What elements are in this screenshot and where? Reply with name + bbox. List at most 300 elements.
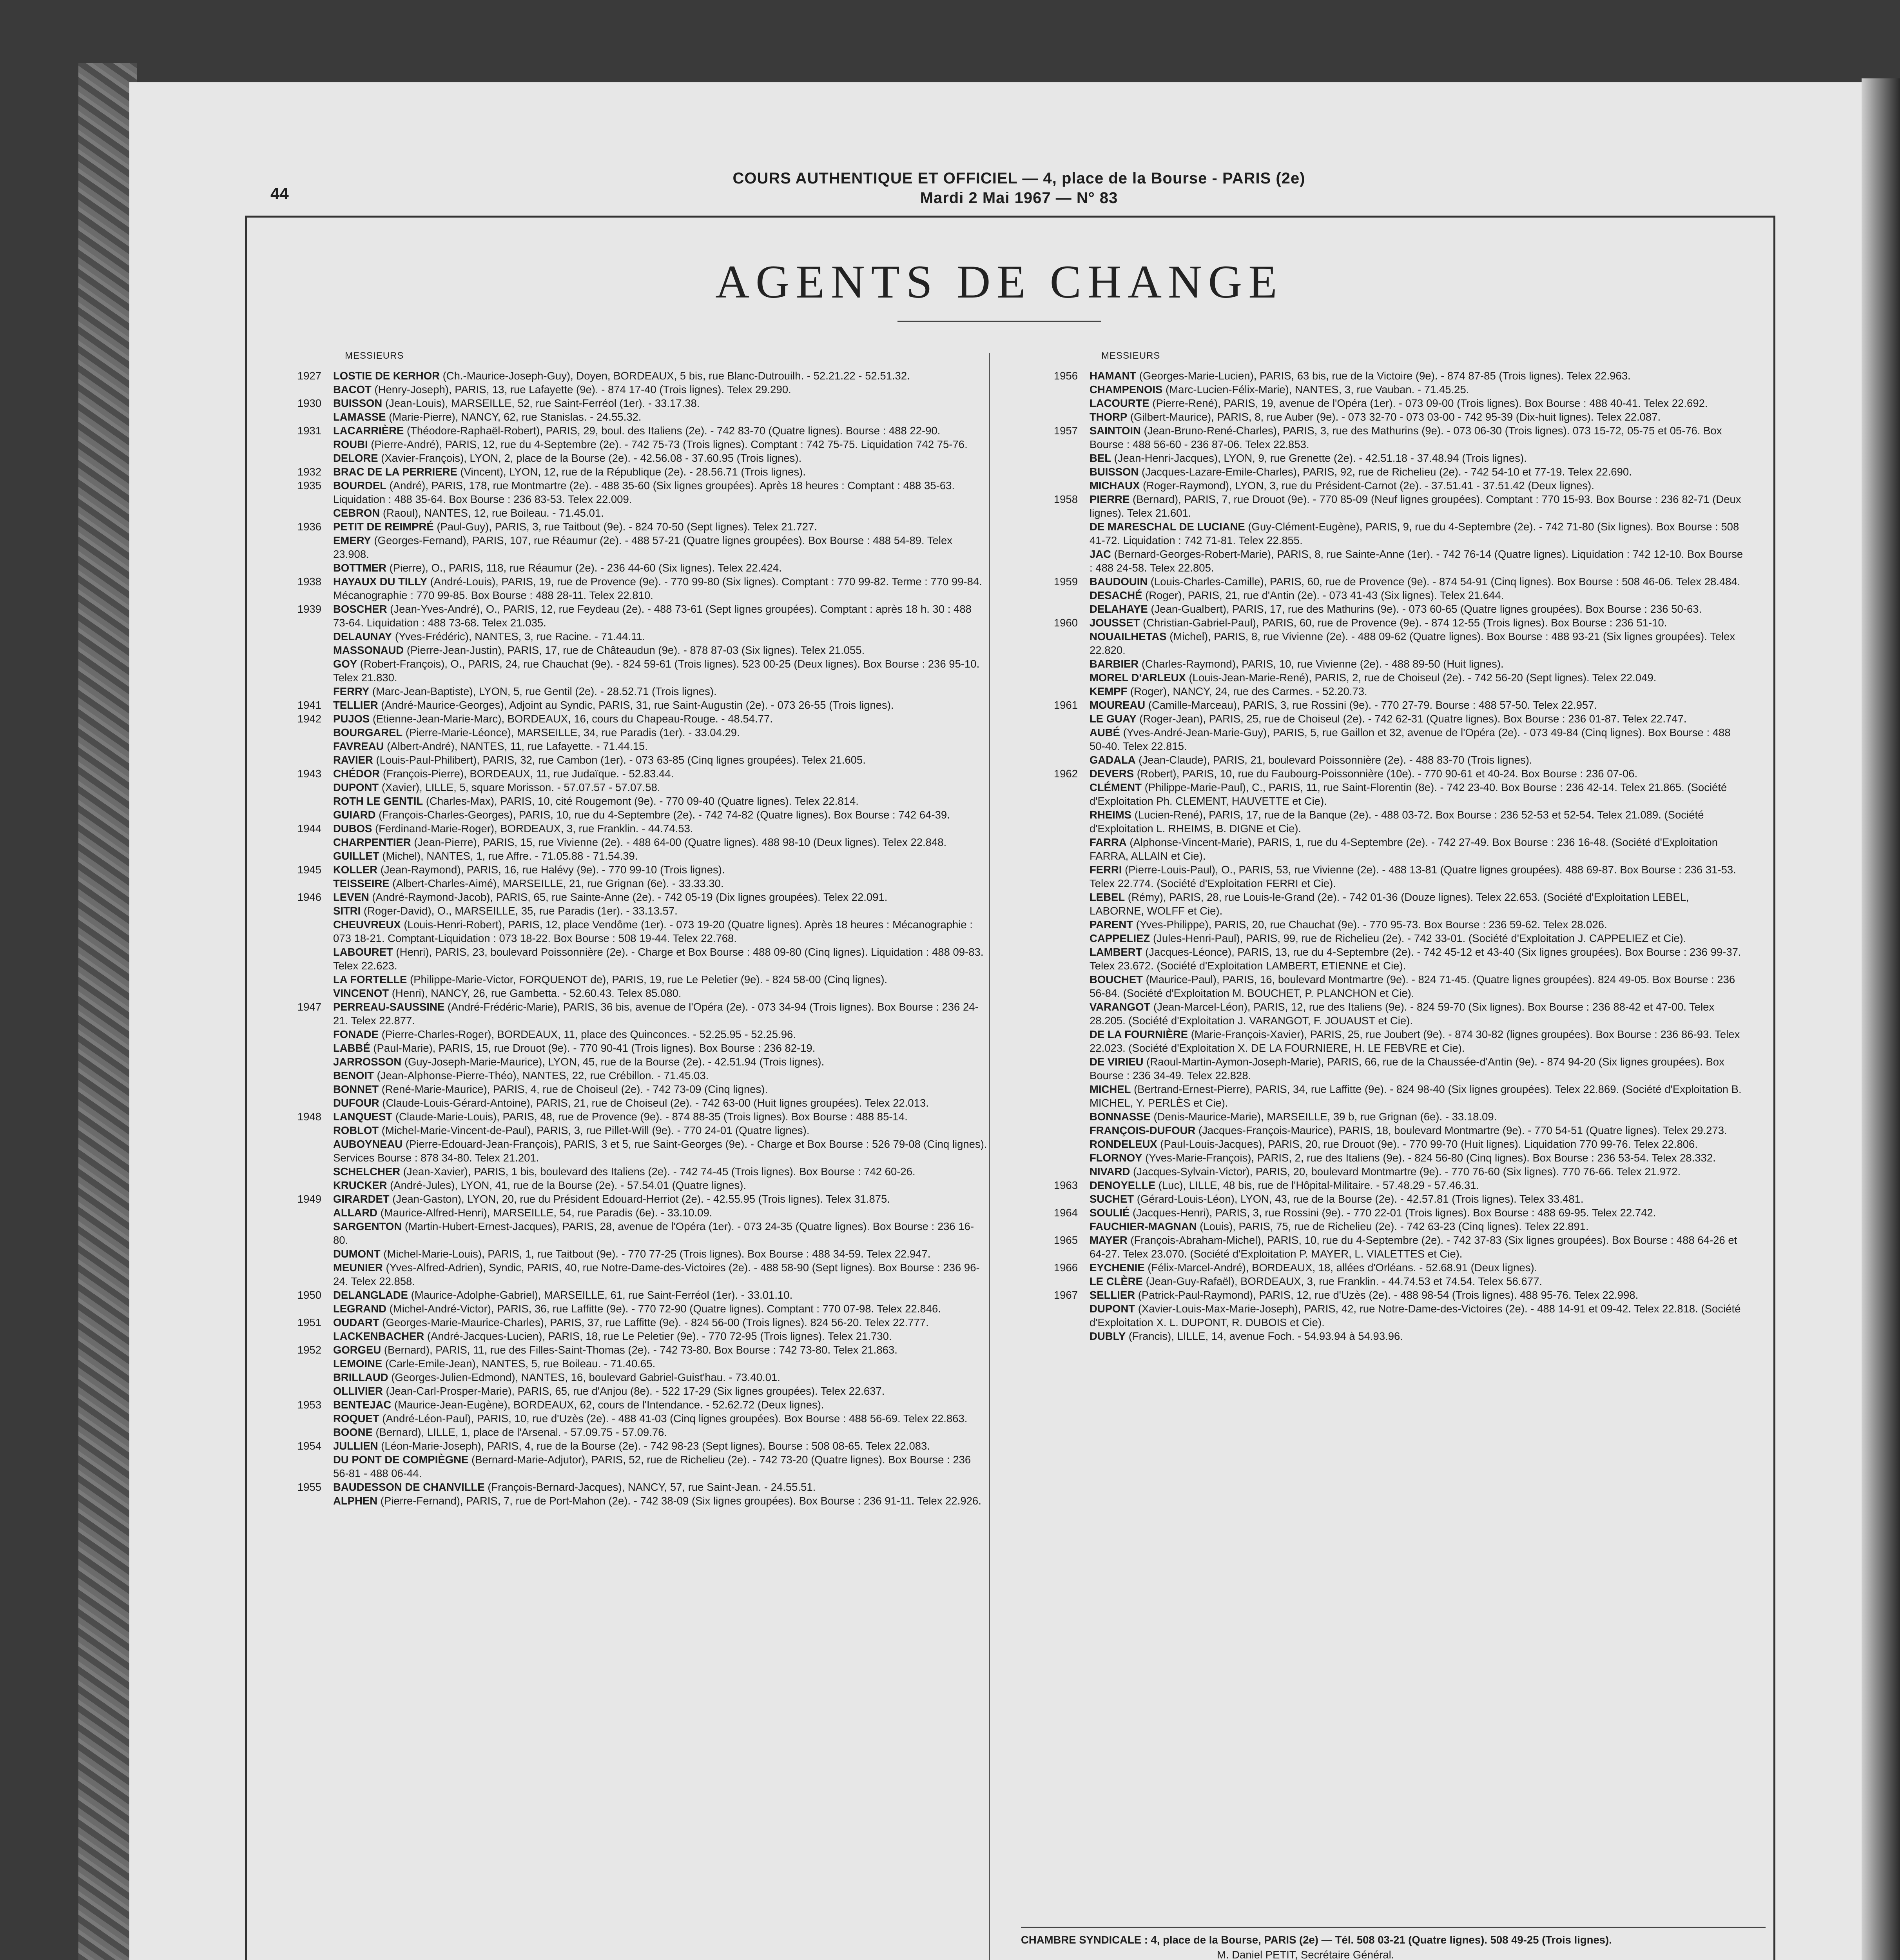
chambre-syndicale bbox=[1021, 1933, 1766, 1960]
agent-entry bbox=[263, 561, 988, 575]
agent-name: VARANGOT bbox=[1090, 1001, 1151, 1013]
agent-entry bbox=[263, 506, 988, 520]
agent-name: BAUDOUIN bbox=[1090, 575, 1148, 588]
agent-entry bbox=[1019, 520, 1744, 547]
agent-details: (Jacques-Sylvain-Victor), PARIS, 20, boulevard Montmartre (9e). - 770 76-60 (Six lignes). 770 76-66. Telex 21.972. bbox=[1133, 1165, 1681, 1178]
agent-name: LA FORTELLE bbox=[333, 973, 407, 985]
agent-entry bbox=[1019, 1151, 1744, 1165]
agent-name: PUJOS bbox=[333, 713, 370, 725]
agent-name: CHARPENTIER bbox=[333, 836, 411, 848]
agent-entry bbox=[1019, 1261, 1744, 1274]
agent-entry bbox=[1019, 1233, 1744, 1261]
agent-entry bbox=[263, 863, 988, 877]
agent-name: BRAC DE LA PERRIERE bbox=[333, 466, 457, 478]
entry-year: 1951 bbox=[297, 1316, 321, 1328]
agent-entry bbox=[263, 534, 988, 561]
agent-name: DELORE bbox=[333, 452, 378, 464]
agent-details: (Charles-Max), PARIS, 10, cité Rougemont (9e). - 770 09-40 (Quatre lignes). Telex 22.814. bbox=[426, 795, 859, 807]
agent-entry bbox=[263, 767, 988, 780]
agent-name: BRILLAUD bbox=[333, 1371, 388, 1383]
agent-details: (Michel-André-Victor), PARIS, 36, rue Laffitte (9e). - 770 72-90 (Quatre lignes). Comptant : 770 07-98. Telex 22.846. bbox=[389, 1303, 941, 1315]
agent-details: (Roger-Raymond), LYON, 3, rue du Président-Carnot (2e). - 37.51.41 - 37.51.42 (Deux lignes). bbox=[1142, 479, 1594, 492]
agent-entry bbox=[263, 1288, 988, 1302]
agent-details: (Christian-Gabriel-Paul), PARIS, 60, rue de Provence (9e). - 874 12-55 (Trois lignes). Box Bourse : 236 51-10. bbox=[1143, 617, 1667, 629]
agent-details: (Jean-Raymond), PARIS, 16, rue Halévy (9e). - 770 99-10 (Trois lignes). bbox=[380, 864, 725, 876]
agent-details: (Michel), PARIS, 8, rue Vivienne (2e). - 488 09-62 (Quatre lignes). Box Bourse : 488 93-21 (Six lignes groupées). Telex 22.820. bbox=[1090, 630, 1735, 656]
title-rule bbox=[897, 321, 1101, 322]
agent-details: (Yves-Alfred-Adrien), Syndic, PARIS, 40, rue Notre-Dame-des-Victoires (2e). - 488 58-90 (Sept lignes). Box Bourse : 236 96-24. Telex 22.858. bbox=[333, 1261, 980, 1287]
agent-name: SAINTOIN bbox=[1090, 425, 1141, 437]
page-header bbox=[588, 169, 1450, 208]
agent-entry bbox=[1019, 479, 1744, 492]
agent-name: PETIT DE REIMPRÉ bbox=[333, 521, 434, 533]
agent-details: (Jean-Carl-Prosper-Marie), PARIS, 65, rue d'Anjou (8e). - 522 17-29 (Six lignes groupées). Telex 22.637. bbox=[386, 1385, 885, 1397]
agent-entry bbox=[263, 835, 988, 849]
entry-year: 1953 bbox=[297, 1399, 321, 1411]
agent-entry bbox=[263, 410, 988, 424]
agent-details: (Jules-Henri-Paul), PARIS, 99, rue de Richelieu (2e). - 742 33-01. (Société d'Exploitation J. CAPPELIEZ et Cie). bbox=[1153, 932, 1686, 944]
agent-details: (Marc-Jean-Baptiste), LYON, 5, rue Gentil (2e). - 28.52.71 (Trois lignes). bbox=[372, 685, 717, 697]
agent-name: JAC bbox=[1090, 548, 1111, 560]
agent-details: (Louis-Jean-Marie-René), PARIS, 2, rue de Choiseul (2e). - 742 56-20 (Sept lignes). Telex 22.049. bbox=[1189, 671, 1657, 684]
agent-name: TEISSEIRE bbox=[333, 877, 390, 889]
agent-details: (Raoul), NANTES, 12, rue Boileau. - 71.45.01. bbox=[383, 507, 604, 519]
agent-details: (Jean-Marcel-Léon), PARIS, 12, rue des Italiens (9e). - 824 59-70 (Six lignes). Box Bourse : 236 88-42 et 47-00. Telex 28.205. (Société d'Exploitation J. VARANGOT, F. JOUAUST et Cie). bbox=[1090, 1001, 1715, 1027]
agent-entry bbox=[263, 1192, 988, 1206]
agent-details: (Georges-Fernand), PARIS, 107, rue Réaumur (2e). - 488 57-21 (Quatre lignes groupées). Box Bourse : 488 54-89. Telex 23.908. bbox=[333, 534, 953, 560]
agent-details: (Pierre-Charles-Roger), BORDEAUX, 11, place des Quinconces. - 52.25.95 - 52.25.96. bbox=[381, 1028, 796, 1040]
agent-details: (François-Charles-Georges), PARIS, 10, rue du 4-Septembre (2e). - 742 74-82 (Quatre lignes). Box Bourse : 742 64-39. bbox=[379, 809, 950, 821]
agent-entry bbox=[263, 1110, 988, 1123]
agent-name: THORP bbox=[1090, 411, 1128, 423]
agent-entry bbox=[263, 1370, 988, 1384]
agent-entry bbox=[263, 918, 988, 945]
agent-name: LAMBERT bbox=[1090, 946, 1142, 958]
chambre-heading: CHAMBRE SYNDICALE : 4, place de la Bourse, PARIS (2e) — Tél. 508 03-21 (Quatre lignes). 508 49-25 (Trois lignes). bbox=[1021, 1934, 1612, 1946]
agent-entry bbox=[1019, 396, 1744, 410]
agent-details: (Louis-Paul-Philibert), PARIS, 32, rue Cambon (1er). - 073 63-85 (Cinq lignes groupées). Telex 21.605. bbox=[376, 754, 866, 766]
entry-year: 1961 bbox=[1053, 699, 1078, 711]
column-divider bbox=[989, 353, 990, 1960]
agent-name: RONDELEUX bbox=[1090, 1138, 1157, 1150]
agent-entry bbox=[263, 396, 988, 410]
entry-year: 1944 bbox=[297, 822, 321, 835]
agent-details: (Henri), PARIS, 23, boulevard Poissonnière (2e). - Charge et Box Bourse : 488 09-80 (Cinq lignes). Liquidation : 488 09-83. Telex 22.623. bbox=[333, 946, 984, 972]
agent-name: DE VIRIEU bbox=[1090, 1056, 1144, 1068]
agent-entry bbox=[1019, 1302, 1744, 1329]
entry-year: 1947 bbox=[297, 1001, 321, 1013]
agent-name: LACKENBACHER bbox=[333, 1330, 424, 1342]
agent-details: (Pierre-Jean-Justin), PARIS, 17, rue de Châteaudun (9e). - 878 87-03 (Six lignes). Telex 21.055. bbox=[406, 644, 865, 656]
agent-details: (Jacques-Lazare-Emile-Charles), PARIS, 92, rue de Richelieu (2e). - 742 54-10 et 77-19. Telex 22.690. bbox=[1141, 466, 1632, 478]
agent-name: LEBEL bbox=[1090, 891, 1125, 903]
entry-year: 1935 bbox=[297, 479, 321, 492]
agent-entry bbox=[263, 1000, 988, 1027]
agent-details: (Ferdinand-Marie-Roger), BORDEAUX, 3, rue Franklin. - 44.74.53. bbox=[375, 822, 693, 835]
agent-details: (Georges-Julien-Edmond), NANTES, 16, boulevard Gabriel-Guist'hau. - 73.40.01. bbox=[391, 1371, 780, 1383]
agent-entry bbox=[1019, 383, 1744, 396]
agent-details: (Yves-André-Jean-Marie-Guy), PARIS, 5, rue Gaillon et 32, avenue de l'Opéra (2e). - 073 49-84 (Cinq lignes). Box Bourse : 488 50-40. Telex 22.815. bbox=[1090, 726, 1731, 752]
agent-name: RHEIMS bbox=[1090, 809, 1131, 821]
agent-details: (Pierre-Fernand), PARIS, 7, rue de Port-Mahon (2e). - 742 38-09 (Six lignes groupées). Box Bourse : 236 91-11. Telex 22.926. bbox=[380, 1495, 981, 1507]
agent-name: BENTEJAC bbox=[333, 1399, 392, 1411]
agent-entry bbox=[1019, 835, 1744, 863]
agent-entry bbox=[1019, 1000, 1744, 1027]
agent-entry bbox=[263, 1165, 988, 1178]
agent-entry bbox=[263, 780, 988, 794]
agent-name: VINCENOT bbox=[333, 987, 389, 999]
agent-entry bbox=[1019, 369, 1744, 383]
agent-details: (Patrick-Paul-Raymond), PARIS, 12, rue d'Uzès (2e). - 488 98-54 (Trois lignes). 488 95-76. Telex 22.998. bbox=[1138, 1289, 1639, 1301]
agent-entry bbox=[263, 904, 988, 918]
agent-details: (André-Frédéric-Marie), PARIS, 36 bis, avenue de l'Opéra (2e). - 073 34-94 (Trois lignes). Box Bourse : 236 24-21. Telex 22.877. bbox=[333, 1001, 979, 1027]
agent-details: (Paul-Louis-Jacques), PARIS, 20, rue Drouot (9e). - 770 99-70 (Huit lignes). Liquidation 770 99-76. Telex 22.806. bbox=[1160, 1138, 1698, 1150]
agent-entry bbox=[1019, 808, 1744, 835]
agent-entry bbox=[1019, 684, 1744, 698]
entry-year: 1966 bbox=[1053, 1261, 1078, 1274]
agent-name: LANQUEST bbox=[333, 1111, 393, 1123]
agent-entry bbox=[263, 1453, 988, 1480]
agent-entry bbox=[263, 383, 988, 396]
agent-name: DUBOS bbox=[333, 822, 372, 835]
agent-details: (François-Pierre), BORDEAUX, 11, rue Judaïque. - 52.83.44. bbox=[383, 768, 674, 780]
agent-name: BUISSON bbox=[1090, 466, 1139, 478]
agent-name: DUPONT bbox=[333, 781, 379, 793]
agent-entry bbox=[1019, 780, 1744, 808]
agent-details: (Roger), PARIS, 21, rue d'Antin (2e). - 073 41-43 (Six lignes). Telex 21.644. bbox=[1145, 589, 1504, 601]
entry-year: 1939 bbox=[297, 603, 321, 615]
agent-name: ROTH LE GENTIL bbox=[333, 795, 423, 807]
entry-year: 1956 bbox=[1053, 370, 1078, 382]
agent-name: FARRA bbox=[1090, 836, 1127, 848]
agent-entry bbox=[1019, 1274, 1744, 1288]
agent-details: (Félix-Marcel-André), BORDEAUX, 18, allées d'Orléans. - 52.68.91 (Deux lignes). bbox=[1148, 1261, 1537, 1274]
agent-entry bbox=[263, 822, 988, 835]
agent-name: SUCHET bbox=[1090, 1193, 1134, 1205]
agent-details: (Louis-Henri-Robert), PARIS, 12, place Vendôme (1er). - 073 19-20 (Quatre lignes). Après 18 heures : Mécanographie : 073 18-21. Comptant-Liquidation : 073 18-22. Box Bourse : 508 19-44. Telex 22.768. bbox=[333, 918, 973, 944]
agent-entry bbox=[1019, 698, 1744, 712]
agent-entry bbox=[1019, 918, 1744, 931]
agent-details: (Alphonse-Vincent-Marie), PARIS, 1, rue du 4-Septembre (2e). - 742 27-49. Box Bourse : 236 16-48. (Société d'Exploitation FARRA, ALLAIN et Cie). bbox=[1090, 836, 1718, 862]
agent-entry bbox=[263, 1261, 988, 1288]
agent-entry bbox=[263, 1069, 988, 1082]
agent-name: RAVIER bbox=[333, 754, 373, 766]
agent-entry bbox=[263, 657, 988, 684]
agent-details: (Maurice-Jean-Eugène), BORDEAUX, 62, cours de l'Intendance. - 52.62.72 (Deux lignes). bbox=[394, 1399, 824, 1411]
agent-details: (Roger-Jean), PARIS, 25, rue de Choiseul (2e). - 742 62-31 (Quatre lignes). Box Bourse : 236 01-87. Telex 22.747. bbox=[1139, 713, 1687, 725]
agent-details: (Francis), LILLE, 14, avenue Foch. - 54.93.94 à 54.93.96. bbox=[1128, 1330, 1403, 1342]
agent-details: (Gilbert-Maurice), PARIS, 8, rue Auber (9e). - 073 32-70 - 073 03-00 - 742 95-39 (Dix-huit lignes). Telex 22.087. bbox=[1130, 411, 1661, 423]
agent-name: EMERY bbox=[333, 534, 371, 546]
agent-details: (Denis-Maurice-Marie), MARSEILLE, 39 b, rue Grignan (6e). - 33.18.09. bbox=[1153, 1111, 1497, 1123]
agent-details: (Yves-Marie-François), PARIS, 2, rue des Italiens (9e). - 824 56-80 (Cinq lignes). Box Bourse : 236 53-54. Telex 28.332. bbox=[1145, 1152, 1716, 1164]
agent-name: ROQUET bbox=[333, 1412, 379, 1425]
agent-details: (Théodore-Raphaël-Robert), PARIS, 29, boul. des Italiens (2e). - 742 83-70 (Quatre lignes). Bourse : 488 22-90. bbox=[406, 425, 941, 437]
agent-details: (André-Louis), PARIS, 19, rue de Provence (9e). - 770 99-80 (Six lignes). Comptant : 770 99-82. Terme : 770 99-84. Mécanographie : 770 99-85. Box Bourse : 488 28-11. Telex 22.810. bbox=[333, 575, 982, 601]
entry-year: 1963 bbox=[1053, 1179, 1078, 1191]
agent-name: LOSTIE DE KERHOR bbox=[333, 370, 440, 382]
agent-entry bbox=[1019, 1329, 1744, 1343]
agent-name: LACARRIÈRE bbox=[333, 425, 404, 437]
agent-entry bbox=[1019, 602, 1744, 616]
agent-details: (Jean-Claude), PARIS, 21, boulevard Poissonnière (2e). - 488 83-70 (Trois lignes). bbox=[1139, 754, 1532, 766]
agent-details: (Paul-Marie), PARIS, 15, rue Drouot (9e). - 770 90-41 (Trois lignes). Box Bourse : 236 82-19. bbox=[373, 1042, 816, 1054]
agent-name: FLORNOY bbox=[1090, 1152, 1142, 1164]
agent-name: BENOIT bbox=[333, 1069, 374, 1082]
agent-entry bbox=[1019, 1055, 1744, 1082]
chambre-member: M. Daniel PETIT, Secrétaire Général. bbox=[1217, 1949, 1394, 1960]
agent-details: (Lucien-René), PARIS, 17, rue de la Banque (2e). - 488 03-72. Box Bourse : 236 52-53 et 52-54. Telex 21.089. (Société d'Exploitation L. RHEIMS, B. DIGNE et Cie). bbox=[1090, 809, 1704, 835]
agent-details: (Jean-Louis), MARSEILLE, 52, rue Saint-Ferréol (1er). - 33.17.38. bbox=[385, 397, 700, 409]
agent-details: (Bertrand-Ernest-Pierre), PARIS, 34, rue Laffitte (9e). - 824 98-40 (Six lignes groupées). Telex 22.869. (Société d'Exploitation B. MICHEL, Y. PERLÈS et Cie). bbox=[1090, 1083, 1742, 1109]
agent-name: KEMPF bbox=[1090, 685, 1128, 697]
agent-name: MOUREAU bbox=[1090, 699, 1146, 711]
agent-details: (Pierre-Marie-Léonce), MARSEILLE, 34, rue Paradis (1er). - 33.04.29. bbox=[405, 726, 740, 739]
agent-entry bbox=[1019, 712, 1744, 726]
agent-details: (Pierre-André), PARIS, 12, rue du 4-Septembre (2e). - 742 75-73 (Trois lignes). Comptant : 742 75-75. Liquidation 742 75-76. bbox=[371, 438, 968, 450]
agent-entry bbox=[263, 1041, 988, 1055]
agent-name: BACOT bbox=[333, 383, 372, 396]
agent-details: (Jean-Bruno-René-Charles), PARIS, 3, rue des Mathurins (9e). - 073 06-30 (Trois lignes). 073 15-72, 05-75 et 05-76. Box Bourse : 488 56-60 - 236 87-06. Telex 22.853. bbox=[1090, 425, 1722, 450]
agent-name: SELLIER bbox=[1090, 1289, 1135, 1301]
agent-details: (Claude-Louis-Gérard-Antoine), PARIS, 21, rue de Choiseul (2e). - 742 63-00 (Huit lignes groupées). Telex 22.013. bbox=[382, 1097, 929, 1109]
entry-year: 1967 bbox=[1053, 1289, 1078, 1301]
agent-name: GUILLET bbox=[333, 850, 379, 862]
agent-name: DE MARESCHAL DE LUCIANE bbox=[1090, 521, 1245, 533]
entry-year: 1950 bbox=[297, 1289, 321, 1301]
agent-details: (Rémy), PARIS, 28, rue Louis-le-Grand (2e). - 742 01-36 (Douze lignes). Telex 22.653. (Société d'Exploitation LEBEL, LABORNE, WOLFF et Cie). bbox=[1090, 891, 1689, 917]
agent-name: BOUCHET bbox=[1090, 973, 1143, 985]
agent-name: KOLLER bbox=[333, 864, 378, 876]
agent-details: (Maurice-Adolphe-Gabriel), MARSEILLE, 61, rue Saint-Ferréol (1er). - 33.01.10. bbox=[411, 1289, 793, 1301]
agent-name: DUFOUR bbox=[333, 1097, 379, 1109]
agent-details: (Jean-Gaston), LYON, 20, rue du Président Edouard-Herriot (2e). - 42.55.95 (Trois lignes). Telex 31.875. bbox=[392, 1193, 890, 1205]
agent-entry bbox=[1019, 1220, 1744, 1233]
entry-year: 1946 bbox=[297, 891, 321, 903]
agent-name: MOREL D'ARLEUX bbox=[1090, 671, 1186, 684]
agent-details: (Albert-André), NANTES, 11, rue Lafayette. - 71.44.15. bbox=[387, 740, 648, 752]
agent-entry bbox=[263, 973, 988, 986]
agent-entry bbox=[1019, 1110, 1744, 1123]
agent-details: (Pierre), O., PARIS, 118, rue Réaumur (2e). - 236 44-60 (Six lignes). Telex 22.424. bbox=[389, 562, 782, 574]
entry-year: 1941 bbox=[297, 699, 321, 711]
agent-details: (Pierre-Louis-Paul), O., PARIS, 53, rue Vivienne (2e). - 488 13-81 (Quatre lignes groupées). 488 69-87. Box Bourse : 236 31-53. Telex 22.774. (Société d'Exploitation FERRI et Cie). bbox=[1090, 864, 1736, 889]
entry-year: 1954 bbox=[297, 1440, 321, 1452]
entry-year: 1948 bbox=[297, 1111, 321, 1123]
agent-entry bbox=[1019, 1178, 1744, 1192]
entry-year: 1962 bbox=[1053, 768, 1078, 780]
agent-entry bbox=[1019, 753, 1744, 767]
agent-name: MICHEL bbox=[1090, 1083, 1131, 1095]
agent-details: (Jacques-Henri), PARIS, 3, rue Rossini (9e). - 770 22-01 (Trois lignes). Box Bourse : 488 69-95. Telex 22.742. bbox=[1133, 1207, 1656, 1219]
agent-entry bbox=[263, 1220, 988, 1247]
agent-details: (Robert-François), O., PARIS, 24, rue Chauchat (9e). - 824 59-61 (Trois lignes). 523 00-25 (Deux lignes). Box Bourse : 236 95-10. Telex 21.830. bbox=[333, 658, 980, 684]
agent-name: CAPPELIEZ bbox=[1090, 932, 1150, 944]
agent-name: GIRARDET bbox=[333, 1193, 390, 1205]
agent-entry bbox=[263, 520, 988, 534]
agent-entry bbox=[263, 726, 988, 739]
agent-details: (Michel), NANTES, 1, rue Affre. - 71.05.88 - 71.54.39. bbox=[382, 850, 638, 862]
agent-entry bbox=[1019, 1165, 1744, 1178]
agent-entry bbox=[1019, 588, 1744, 602]
agent-name: GADALA bbox=[1090, 754, 1136, 766]
agent-entry bbox=[263, 1329, 988, 1343]
agent-name: DELANGLADE bbox=[333, 1289, 408, 1301]
agent-entry bbox=[1019, 863, 1744, 890]
agent-name: MEUNIER bbox=[333, 1261, 383, 1274]
agent-details: (Xavier-François), LYON, 2, place de la Bourse (2e). - 42.56.08 - 37.60.95 (Trois lignes). bbox=[381, 452, 802, 464]
agent-name: BOONE bbox=[333, 1426, 373, 1438]
agent-details: (François-Bernard-Jacques), NANCY, 57, rue Saint-Jean. - 24.55.51. bbox=[488, 1481, 816, 1493]
agent-entry bbox=[1019, 1192, 1744, 1206]
agent-name: ALPHEN bbox=[333, 1495, 378, 1507]
header-line-1: COURS AUTHENTIQUE ET OFFICIEL — 4, place de la Bourse - PARIS (2e) bbox=[732, 170, 1305, 187]
agent-details: (Etienne-Jean-Marie-Marc), BORDEAUX, 16, cours du Chapeau-Rouge. - 48.54.77. bbox=[372, 713, 773, 725]
agent-entry bbox=[1019, 890, 1744, 918]
agent-entry bbox=[263, 630, 988, 643]
agent-entry bbox=[263, 575, 988, 602]
agent-name: CHÉDOR bbox=[333, 768, 380, 780]
agent-details: (Bernard), PARIS, 11, rue des Filles-Saint-Thomas (2e). - 742 73-80. Box Bourse : 742 73-80. Telex 21.863. bbox=[384, 1344, 897, 1356]
agent-details: (Marie-Pierre), NANCY, 62, rue Stanislas. - 24.55.32. bbox=[389, 411, 642, 423]
agent-name: LABOURET bbox=[333, 946, 393, 958]
agent-name: ALLARD bbox=[333, 1207, 378, 1219]
agent-name: HAMANT bbox=[1090, 370, 1137, 382]
agent-name: BAUDESSON DE CHANVILLE bbox=[333, 1481, 485, 1493]
agent-entry bbox=[263, 1316, 988, 1329]
page-number: 44 bbox=[270, 184, 289, 203]
agent-details: (Jacques-François-Maurice), PARIS, 18, boulevard Montmartre (9e). - 770 54-51 (Quatre lignes). Telex 29.273. bbox=[1198, 1124, 1727, 1136]
entry-year: 1959 bbox=[1053, 575, 1078, 588]
agent-entry bbox=[263, 712, 988, 726]
agent-entry bbox=[263, 1412, 988, 1425]
agent-entry bbox=[263, 1357, 988, 1370]
agent-details: (Bernard-Marie-Adjutor), PARIS, 52, rue de Richelieu (2e). - 742 73-20 (Quatre lignes). Box Bourse : 236 56-81 - 488 06-44. bbox=[333, 1454, 971, 1479]
agent-name: BONNASSE bbox=[1090, 1111, 1151, 1123]
agent-entry bbox=[263, 643, 988, 657]
agent-entry bbox=[263, 753, 988, 767]
agent-name: AUBÉ bbox=[1090, 726, 1120, 739]
agent-name: LEGRAND bbox=[333, 1303, 386, 1315]
agent-name: FERRY bbox=[333, 685, 370, 697]
agent-details: (Louis), PARIS, 75, rue de Richelieu (2e). - 742 63-23 (Cinq lignes). Telex 22.891. bbox=[1200, 1220, 1589, 1232]
agent-details: (Jean-Henri-Jacques), LYON, 9, rue Grenette (2e). - 42.51.18 - 37.48.94 (Trois lignes). bbox=[1114, 452, 1527, 464]
agent-details: (Guy-Joseph-Marie-Maurice), LYON, 45, rue de la Bourse (2e). - 42.51.94 (Trois lignes). bbox=[404, 1056, 825, 1068]
agent-entry bbox=[263, 479, 988, 506]
agent-name: DEVERS bbox=[1090, 768, 1134, 780]
entry-year: 1964 bbox=[1053, 1207, 1078, 1219]
agent-entry bbox=[263, 1439, 988, 1453]
agent-name: KRUCKER bbox=[333, 1179, 387, 1191]
agent-name: HAYAUX DU TILLY bbox=[333, 575, 427, 588]
agent-name: LACOURTE bbox=[1090, 397, 1149, 409]
agent-details: (André-Léon-Paul), PARIS, 10, rue d'Uzès (2e). - 488 41-03 (Cinq lignes groupées). Box Bourse : 488 56-69. Telex 22.863. bbox=[382, 1412, 968, 1425]
agent-name: DESACHÉ bbox=[1090, 589, 1142, 601]
agent-details: (Pierre-René), PARIS, 19, avenue de l'Opéra (1er). - 073 09-00 (Trois lignes). Box Bourse : 488 40-41. Telex 22.692. bbox=[1152, 397, 1708, 409]
agent-details: (Martin-Hubert-Ernest-Jacques), PARIS, 28, avenue de l'Opéra (1er). - 073 24-35 (Quatre lignes). Box Bourse : 236 16-80. bbox=[333, 1220, 974, 1246]
agent-entry bbox=[1019, 616, 1744, 630]
agent-entry bbox=[1019, 410, 1744, 424]
agent-details: (Bernard), LILLE, 1, place de l'Arsenal. - 57.09.75 - 57.09.76. bbox=[375, 1426, 667, 1438]
agent-name: FRANÇOIS-DUFOUR bbox=[1090, 1124, 1196, 1136]
agent-name: CHAMPENOIS bbox=[1090, 383, 1163, 396]
agent-name: LE GUAY bbox=[1090, 713, 1137, 725]
agent-details: (Philippe-Marie-Victor, FORQUENOT de), PARIS, 19, rue Le Peletier (9e). - 824 58-00 (Cinq lignes). bbox=[410, 973, 888, 985]
agent-entry bbox=[1019, 671, 1744, 684]
agent-name: SITRI bbox=[333, 905, 361, 917]
entry-year: 1952 bbox=[297, 1344, 321, 1356]
agent-details: (Jean-Xavier), PARIS, 1 bis, boulevard des Italiens (2e). - 742 74-45 (Trois lignes). Box Bourse : 742 60-26. bbox=[403, 1165, 916, 1178]
agent-entry bbox=[263, 437, 988, 451]
agent-name: ROUBI bbox=[333, 438, 368, 450]
agent-entry bbox=[1019, 465, 1744, 479]
agent-name: BEL bbox=[1090, 452, 1111, 464]
agent-entry bbox=[263, 369, 988, 383]
agent-entry bbox=[1019, 657, 1744, 671]
right-column bbox=[1019, 349, 1744, 1343]
agent-entry bbox=[1019, 1082, 1744, 1110]
agent-entry bbox=[1019, 547, 1744, 575]
agent-entry bbox=[263, 890, 988, 904]
agent-details: (Maurice-Alfred-Henri), MARSEILLE, 54, rue Paradis (6e). - 33.10.09. bbox=[380, 1207, 712, 1219]
agent-details: (Henry-Joseph), PARIS, 13, rue Lafayette (9e). - 874 17-40 (Trois lignes). Telex 29.290. bbox=[374, 383, 791, 396]
agent-name: BUISSON bbox=[333, 397, 383, 409]
agent-details: (André-Jules), LYON, 41, rue de la Bourse (2e). - 57.54.01 (Quatre lignes). bbox=[390, 1179, 747, 1191]
page-edge-shadow bbox=[1862, 78, 1900, 1960]
agent-name: MASSONAUD bbox=[333, 644, 404, 656]
agent-details: (Xavier), LILLE, 5, square Morisson. - 57.07.57 - 57.07.58. bbox=[381, 781, 660, 793]
column-heading: MESSIEURS bbox=[1101, 350, 1160, 361]
agent-entry bbox=[263, 849, 988, 863]
agent-entry bbox=[263, 684, 988, 698]
agent-name: DUPONT bbox=[1090, 1303, 1135, 1315]
agent-name: MAYER bbox=[1090, 1234, 1128, 1246]
agent-name: PARENT bbox=[1090, 918, 1133, 931]
agent-entry bbox=[1019, 931, 1744, 945]
agent-entry bbox=[1019, 945, 1744, 973]
agent-details: (Jean-Yves-André), O., PARIS, 12, rue Feydeau (2e). - 488 73-61 (Sept lignes groupées). Comptant : après 18 h. 30 : 488 73-64. Liquidation : 488 73-68. Telex 21.035. bbox=[333, 603, 972, 629]
agent-name: BARBIER bbox=[1090, 658, 1139, 670]
agent-details: (Yves-Frédéric), NANTES, 3, rue Racine. - 71.44.11. bbox=[395, 630, 645, 642]
agent-details: (François-Abraham-Michel), PARIS, 10, rue du 4-Septembre (2e). - 742 37-83 (Six lignes groupées). Box Bourse : 488 64-26 et 64-27. Telex 23.070. (Société d'Exploitation P. MAYER, L. VIALETTES et Cie). bbox=[1090, 1234, 1737, 1260]
agent-name: OUDART bbox=[333, 1316, 379, 1328]
agent-name: SOULIÉ bbox=[1090, 1207, 1130, 1219]
agent-name: EYCHENIE bbox=[1090, 1261, 1145, 1274]
entry-year: 1936 bbox=[297, 521, 321, 533]
agent-details: (Louis-Charles-Camille), PARIS, 60, rue de Provence (9e). - 874 54-91 (Cinq lignes). Box Bourse : 508 46-06. Telex 28.484. bbox=[1150, 575, 1740, 588]
agent-entry bbox=[263, 1302, 988, 1316]
agent-details: (Guy-Clément-Eugène), PARIS, 9, rue du 4-Septembre (2e). - 742 71-80 (Six lignes). Box Bourse : 508 41-72. Liquidation : 742 71-81. Telex 22.855. bbox=[1090, 521, 1739, 546]
agent-details: (André-Raymond-Jacob), PARIS, 65, rue Sainte-Anne (2e). - 742 05-19 (Dix lignes groupées). Telex 22.091. bbox=[372, 891, 888, 903]
agent-name: ROBLOT bbox=[333, 1124, 379, 1136]
agent-name: FAVREAU bbox=[333, 740, 384, 752]
agent-entry bbox=[263, 1027, 988, 1041]
agent-name: AUBOYNEAU bbox=[333, 1138, 403, 1150]
agent-name: CLÉMENT bbox=[1090, 781, 1142, 793]
agent-name: LEMOINE bbox=[333, 1357, 383, 1370]
agent-details: (Charles-Raymond), PARIS, 10, rue Vivienne (2e). - 488 89-50 (Huit lignes). bbox=[1141, 658, 1504, 670]
agent-name: TELLIER bbox=[333, 699, 378, 711]
agent-entry bbox=[1019, 767, 1744, 780]
agent-name: BOTTMER bbox=[333, 562, 386, 574]
agent-details: (Bernard-Georges-Robert-Marie), PARIS, 8, rue Sainte-Anne (1er). - 742 76-14 (Quatre lignes). Liquidation : 742 12-10. Box Bourse : 488 24-58. Telex 22.805. bbox=[1090, 548, 1743, 574]
agent-entry bbox=[263, 808, 988, 822]
agent-name: DU PONT DE COMPIÈGNE bbox=[333, 1454, 469, 1466]
agent-details: (Yves-Philippe), PARIS, 20, rue Chauchat (9e). - 770 95-73. Box Bourse : 236 59-62. Telex 28.026. bbox=[1136, 918, 1607, 931]
agent-entry bbox=[263, 1384, 988, 1398]
agent-details: (Albert-Charles-Aimé), MARSEILLE, 21, rue Grignan (6e). - 33.33.30. bbox=[392, 877, 724, 889]
agent-entry bbox=[263, 451, 988, 465]
